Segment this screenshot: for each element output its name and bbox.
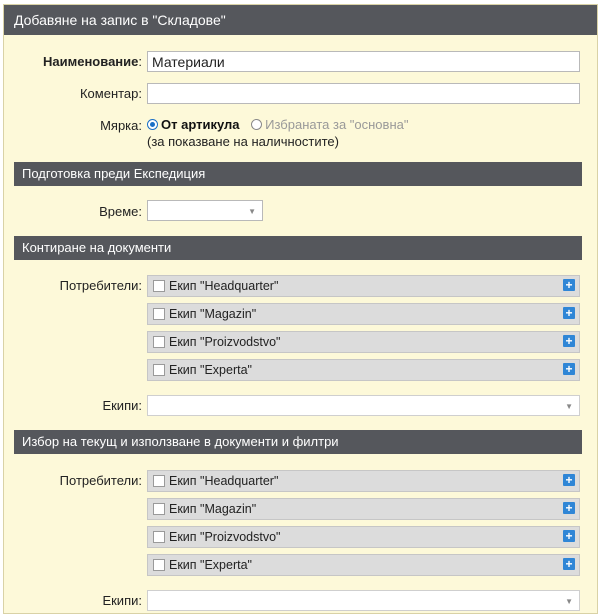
team-row[interactable]: Екип "Proizvodstvo" + (147, 331, 580, 353)
section-posting-header: Контиране на документи (14, 236, 582, 260)
radio-selected-icon (147, 119, 158, 130)
checkbox-icon[interactable] (153, 531, 165, 543)
expand-plus-icon[interactable]: + (563, 474, 575, 486)
expand-plus-icon[interactable]: + (563, 558, 575, 570)
posting-teams-select[interactable] (147, 395, 580, 416)
measure-label: Мярка: (100, 118, 142, 133)
checkbox-icon[interactable] (153, 280, 165, 292)
checkbox-icon[interactable] (153, 559, 165, 571)
team-row[interactable]: Екип "Proizvodstvo" + (147, 526, 580, 548)
comment-label: Коментар: (79, 86, 142, 101)
team-row[interactable]: Екип "Headquarter" + (147, 275, 580, 297)
selection-teams-select[interactable] (147, 590, 580, 611)
team-row[interactable]: Екип "Magazin" + (147, 498, 580, 520)
checkbox-icon[interactable] (153, 336, 165, 348)
radio-unselected-icon (251, 119, 262, 130)
time-select[interactable] (147, 200, 263, 221)
expand-plus-icon[interactable]: + (563, 307, 575, 319)
name-input[interactable]: Материали (147, 51, 580, 72)
radio-selected-base[interactable]: Избраната за "основна" (251, 117, 408, 132)
checkbox-icon[interactable] (153, 308, 165, 320)
chevron-down-icon: ▼ (565, 597, 573, 606)
expand-plus-icon[interactable]: + (563, 335, 575, 347)
chevron-down-icon: ▼ (565, 402, 573, 411)
section-selection-header: Избор на текущ и използване в документи и филтри (14, 430, 582, 454)
checkbox-icon[interactable] (153, 503, 165, 515)
measure-note: (за показване на наличностите) (147, 134, 339, 149)
radio-from-article[interactable]: От артикула (147, 117, 240, 132)
name-label: Наименование: (43, 54, 142, 69)
posting-users-label: Потребители: (59, 278, 142, 293)
team-row[interactable]: Екип "Headquarter" + (147, 470, 580, 492)
expand-plus-icon[interactable]: + (563, 363, 575, 375)
time-label: Време: (99, 204, 142, 219)
checkbox-icon[interactable] (153, 475, 165, 487)
expand-plus-icon[interactable]: + (563, 279, 575, 291)
expand-plus-icon[interactable]: + (563, 530, 575, 542)
dialog-title: Добавяне на запис в "Складове" (4, 5, 597, 35)
team-row[interactable]: Екип "Magazin" + (147, 303, 580, 325)
posting-teams-label: Екипи: (102, 398, 142, 413)
add-record-dialog (3, 4, 598, 614)
selection-teams-label: Екипи: (102, 593, 142, 608)
team-row[interactable]: Екип "Experta" + (147, 359, 580, 381)
checkbox-icon[interactable] (153, 364, 165, 376)
expand-plus-icon[interactable]: + (563, 502, 575, 514)
selection-users-label: Потребители: (59, 473, 142, 488)
measure-radio-group (147, 117, 416, 133)
team-row[interactable]: Екип "Experta" + (147, 554, 580, 576)
section-prep-header: Подготовка преди Експедиция (14, 162, 582, 186)
comment-input[interactable] (147, 83, 580, 104)
chevron-down-icon: ▼ (248, 207, 256, 216)
